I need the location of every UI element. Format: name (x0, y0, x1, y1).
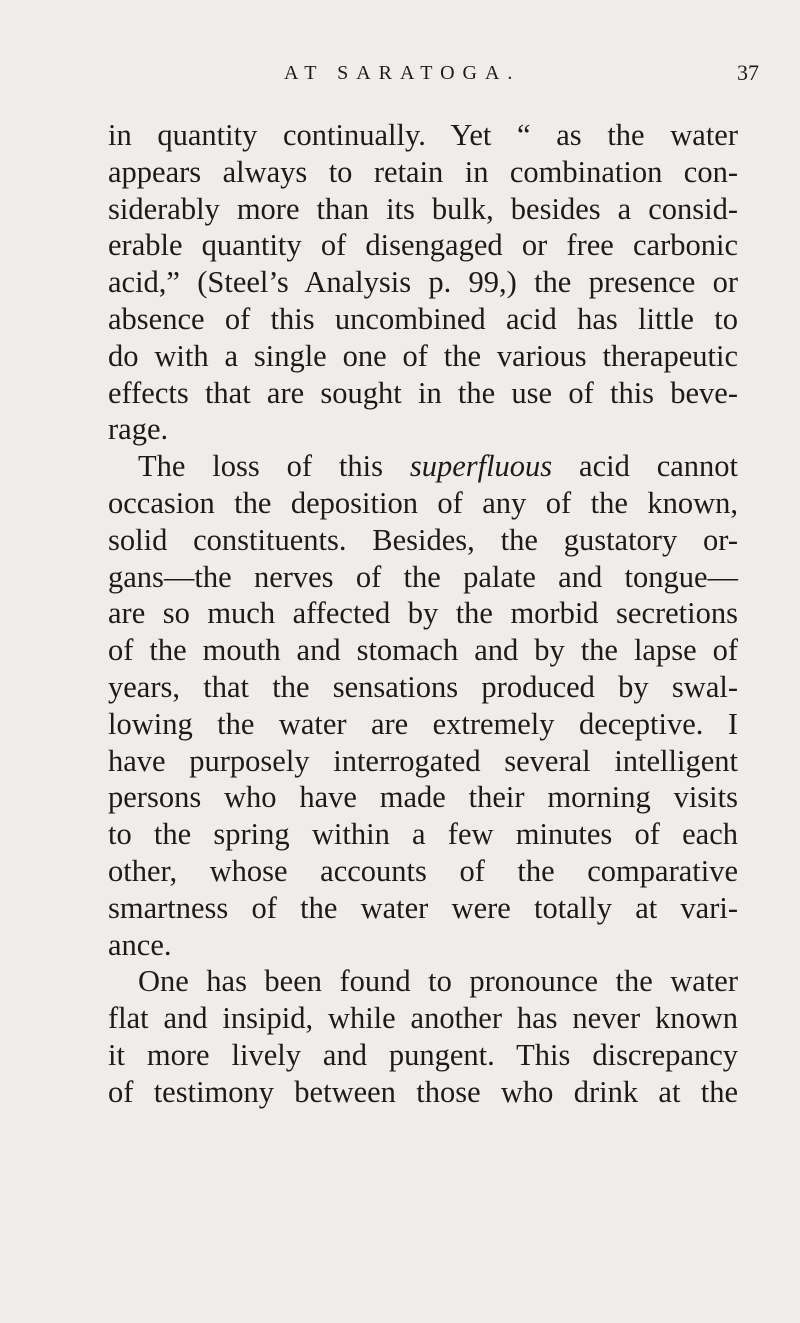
text-segment: acid cannot (579, 449, 739, 484)
text-line: are so much affected by the morbid secretions (108, 596, 738, 631)
text-line: of testimony between those who drink at the (108, 1074, 738, 1109)
text-segment: The loss of this (138, 449, 383, 484)
body-text (108, 117, 738, 1111)
text-line: of the mouth and stomach and by the lapse of (108, 633, 738, 668)
text-line: occasion the deposition of any of the known, (108, 485, 738, 520)
text-line: have purposely interrogated several intelligent (108, 743, 738, 778)
text-line: in quantity continually. Yet “ as the water (108, 118, 738, 152)
text-line: appears always to retain in combination con- (108, 154, 738, 189)
text-line: rage. (108, 412, 169, 447)
text-line: to the spring within a few minutes of each (108, 817, 738, 852)
page-number: 37 (737, 60, 759, 85)
text-line: siderably more than its bulk, besides a consid- (108, 191, 738, 226)
text-line: years, that the sensations produced by swal- (108, 669, 738, 704)
text-line: One has been found to pronounce the water (138, 964, 738, 999)
text-line: effects that are sought in the use of this beve- (108, 375, 738, 410)
text-line: other, whose accounts of the comparative (108, 853, 738, 888)
text-line: smartness of the water were totally at vari- (108, 890, 738, 925)
text-line: flat and insipid, while another has never known (108, 1001, 738, 1036)
text-line: persons who have made their morning visits (108, 780, 738, 815)
text-line: erable quantity of disengaged or free carbonic (108, 228, 738, 263)
text-line: absence of this uncombined acid has little to (108, 301, 738, 336)
running-title: AT SARATOGA. (284, 62, 521, 84)
text-line: acid,” (Steel’s Analysis p. 99,) the presence or (108, 265, 738, 300)
text-line: ance. (108, 927, 172, 962)
emphasized-word: superfluous (409, 449, 553, 484)
text-line: do with a single one of the various therapeutic (108, 338, 738, 373)
text-line: gans—the nerves of the palate and tongue— (108, 559, 738, 594)
text-line: lowing the water are extremely deceptive. I (108, 706, 738, 741)
text-line: it more lively and pungent. This discrepancy (108, 1037, 738, 1072)
text-line-with-emphasis (108, 448, 738, 485)
text-line: solid constituents. Besides, the gustatory or- (108, 522, 738, 557)
